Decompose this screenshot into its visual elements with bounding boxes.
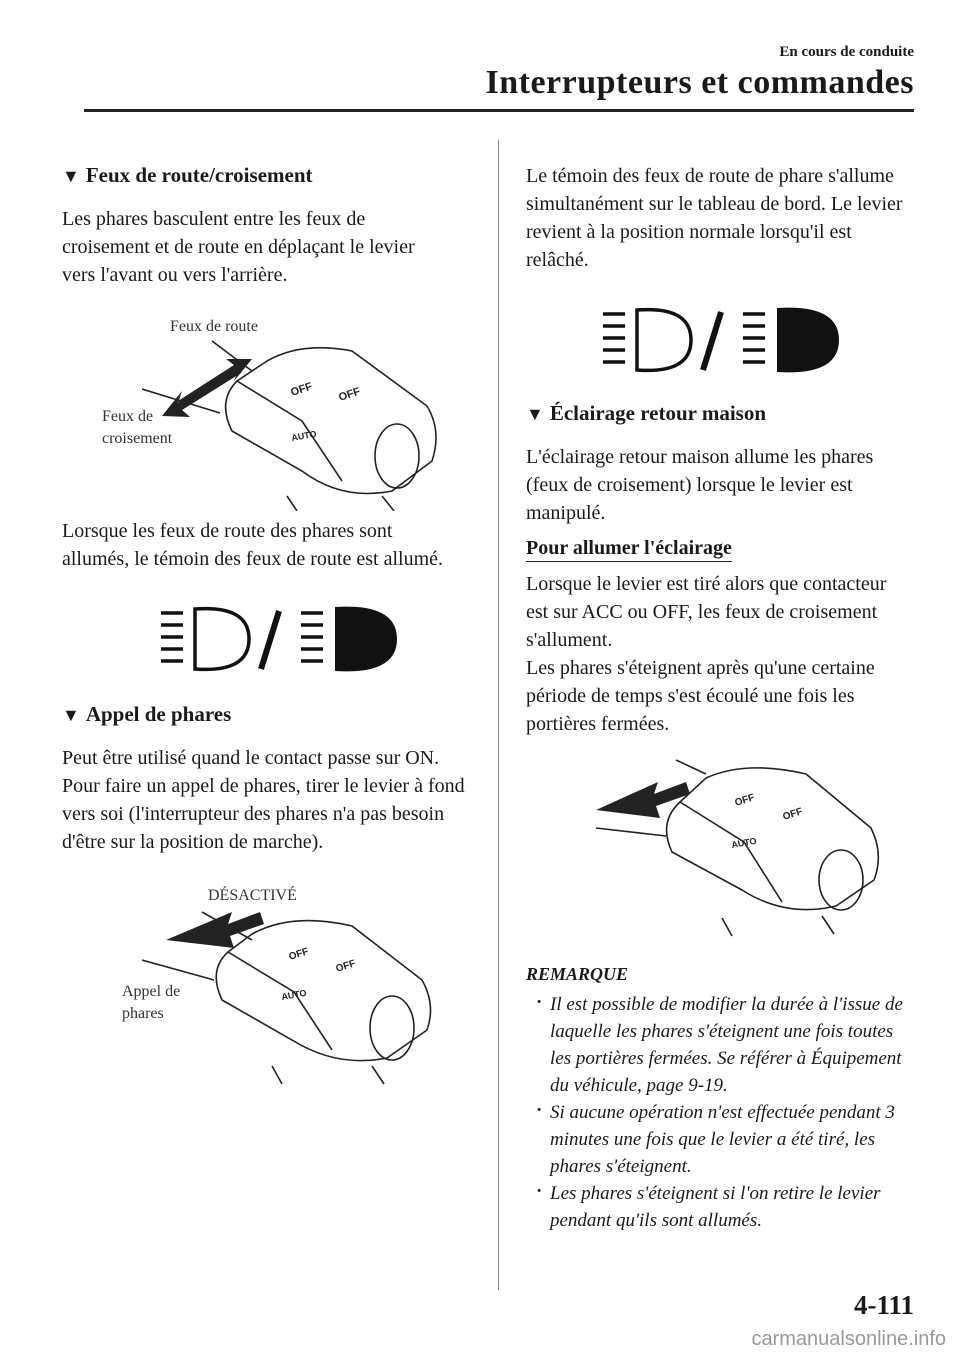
- right-column: [526, 160, 921, 1234]
- header-subtitle: En cours de conduite: [779, 44, 914, 60]
- svg-text:AUTO: AUTO: [730, 835, 758, 850]
- high-beam-indicators: [526, 304, 921, 376]
- body-text: Les phares s'éteignent après qu'une certaine période de temps s'est écoulé une fois les portières fermées.: [526, 657, 875, 735]
- note-item: · Si aucune opération n'est effectuée pendant 3 minutes une fois que le levier a été tiré, les phares s'éteignent.: [536, 1099, 916, 1180]
- svg-text:OFF: OFF: [287, 946, 310, 963]
- section-heading: ▼ Feux de route/croisement: [62, 160, 482, 191]
- arrow-icon: [166, 912, 264, 948]
- figure-lever-flash: [62, 876, 482, 1086]
- note-item: · Les phares s'éteignent si l'on retire le levier pendant qu'ils sont allumés.: [536, 1180, 916, 1234]
- svg-text:OFF: OFF: [337, 385, 362, 404]
- note-list: [536, 991, 916, 1234]
- lever-illustration: [142, 890, 462, 1086]
- figure-label: Feux de: [102, 408, 154, 425]
- body-text: L'éclairage retour maison allume les phares (feux de croisement) lorsque le levier est manipulé.: [526, 446, 874, 524]
- arrow-icon: [596, 782, 690, 818]
- note-heading: REMARQUE: [526, 964, 629, 984]
- body-text: Peut être utilisé quand le contact passe sur ON. Pour faire un appel de phares, tirer le levier à fond vers soi (l'interrupteur des phares n'a pas besoin d'être sur la position de marche).: [62, 747, 465, 853]
- high-beam-solid-icon: [297, 603, 407, 675]
- figure-label: DÉSACTIVÉ: [208, 887, 297, 904]
- triangle-icon: ▼: [62, 705, 80, 725]
- high-beam-solid-icon: [739, 304, 849, 376]
- figure-label: Appel de: [122, 983, 181, 1000]
- figure-lever-pull: [526, 752, 921, 942]
- body-text: Lorsque les feux de route des phares sont allumés, le témoin des feux de route est allumé.: [62, 520, 443, 570]
- section-heading: ▼ Éclairage retour maison: [526, 398, 921, 429]
- body-text: Lorsque le levier est tiré alors que contacteur est sur ACC ou OFF, les feux de croisement s'allument.: [526, 573, 887, 651]
- svg-text:OFF: OFF: [733, 792, 756, 809]
- column-divider: [498, 140, 499, 1290]
- figure-label: phares: [122, 1005, 164, 1022]
- header-rule: [84, 109, 914, 112]
- svg-text:AUTO: AUTO: [280, 987, 308, 1002]
- high-beam-outline-icon: [599, 304, 729, 376]
- svg-text:OFF: OFF: [289, 380, 314, 399]
- svg-text:OFF: OFF: [781, 806, 804, 823]
- body-text: Les phares basculent entre les feux de croisement et de route en déplaçant le levier vers l'avant ou vers l'arrière.: [62, 208, 415, 286]
- high-beam-indicators: [82, 603, 482, 675]
- body-text: Le témoin des feux de route de phare s'allume simultanément sur le tableau de bord. Le levier revient à la position normale lorsqu'il est relâché.: [526, 165, 903, 271]
- section-heading: ▼ Appel de phares: [62, 699, 482, 730]
- left-column: [62, 160, 482, 1086]
- figure-label: Feux de route: [170, 318, 258, 335]
- svg-text:AUTO: AUTO: [290, 428, 318, 443]
- triangle-icon: ▼: [526, 404, 544, 424]
- note-item: · Il est possible de modifier la durée à l'issue de laquelle les phares s'éteignent une fois toutes les portières fermées. Se référer à Équipement du véhicule, page 9-19.: [536, 991, 916, 1099]
- high-beam-outline-icon: [157, 603, 287, 675]
- page-number: 4-111: [853, 1290, 914, 1320]
- lever-illustration: [142, 321, 472, 511]
- header-title: Interrupteurs et commandes: [485, 64, 914, 101]
- watermark: carmanualsonline.info: [751, 1328, 946, 1350]
- figure-label: croisement: [102, 430, 173, 447]
- triangle-icon: ▼: [62, 166, 80, 186]
- subsection-heading: Pour allumer l'éclairage: [526, 537, 732, 562]
- svg-text:OFF: OFF: [334, 958, 357, 975]
- figure-lever-high-low: [62, 311, 482, 511]
- lever-illustration: [586, 756, 906, 942]
